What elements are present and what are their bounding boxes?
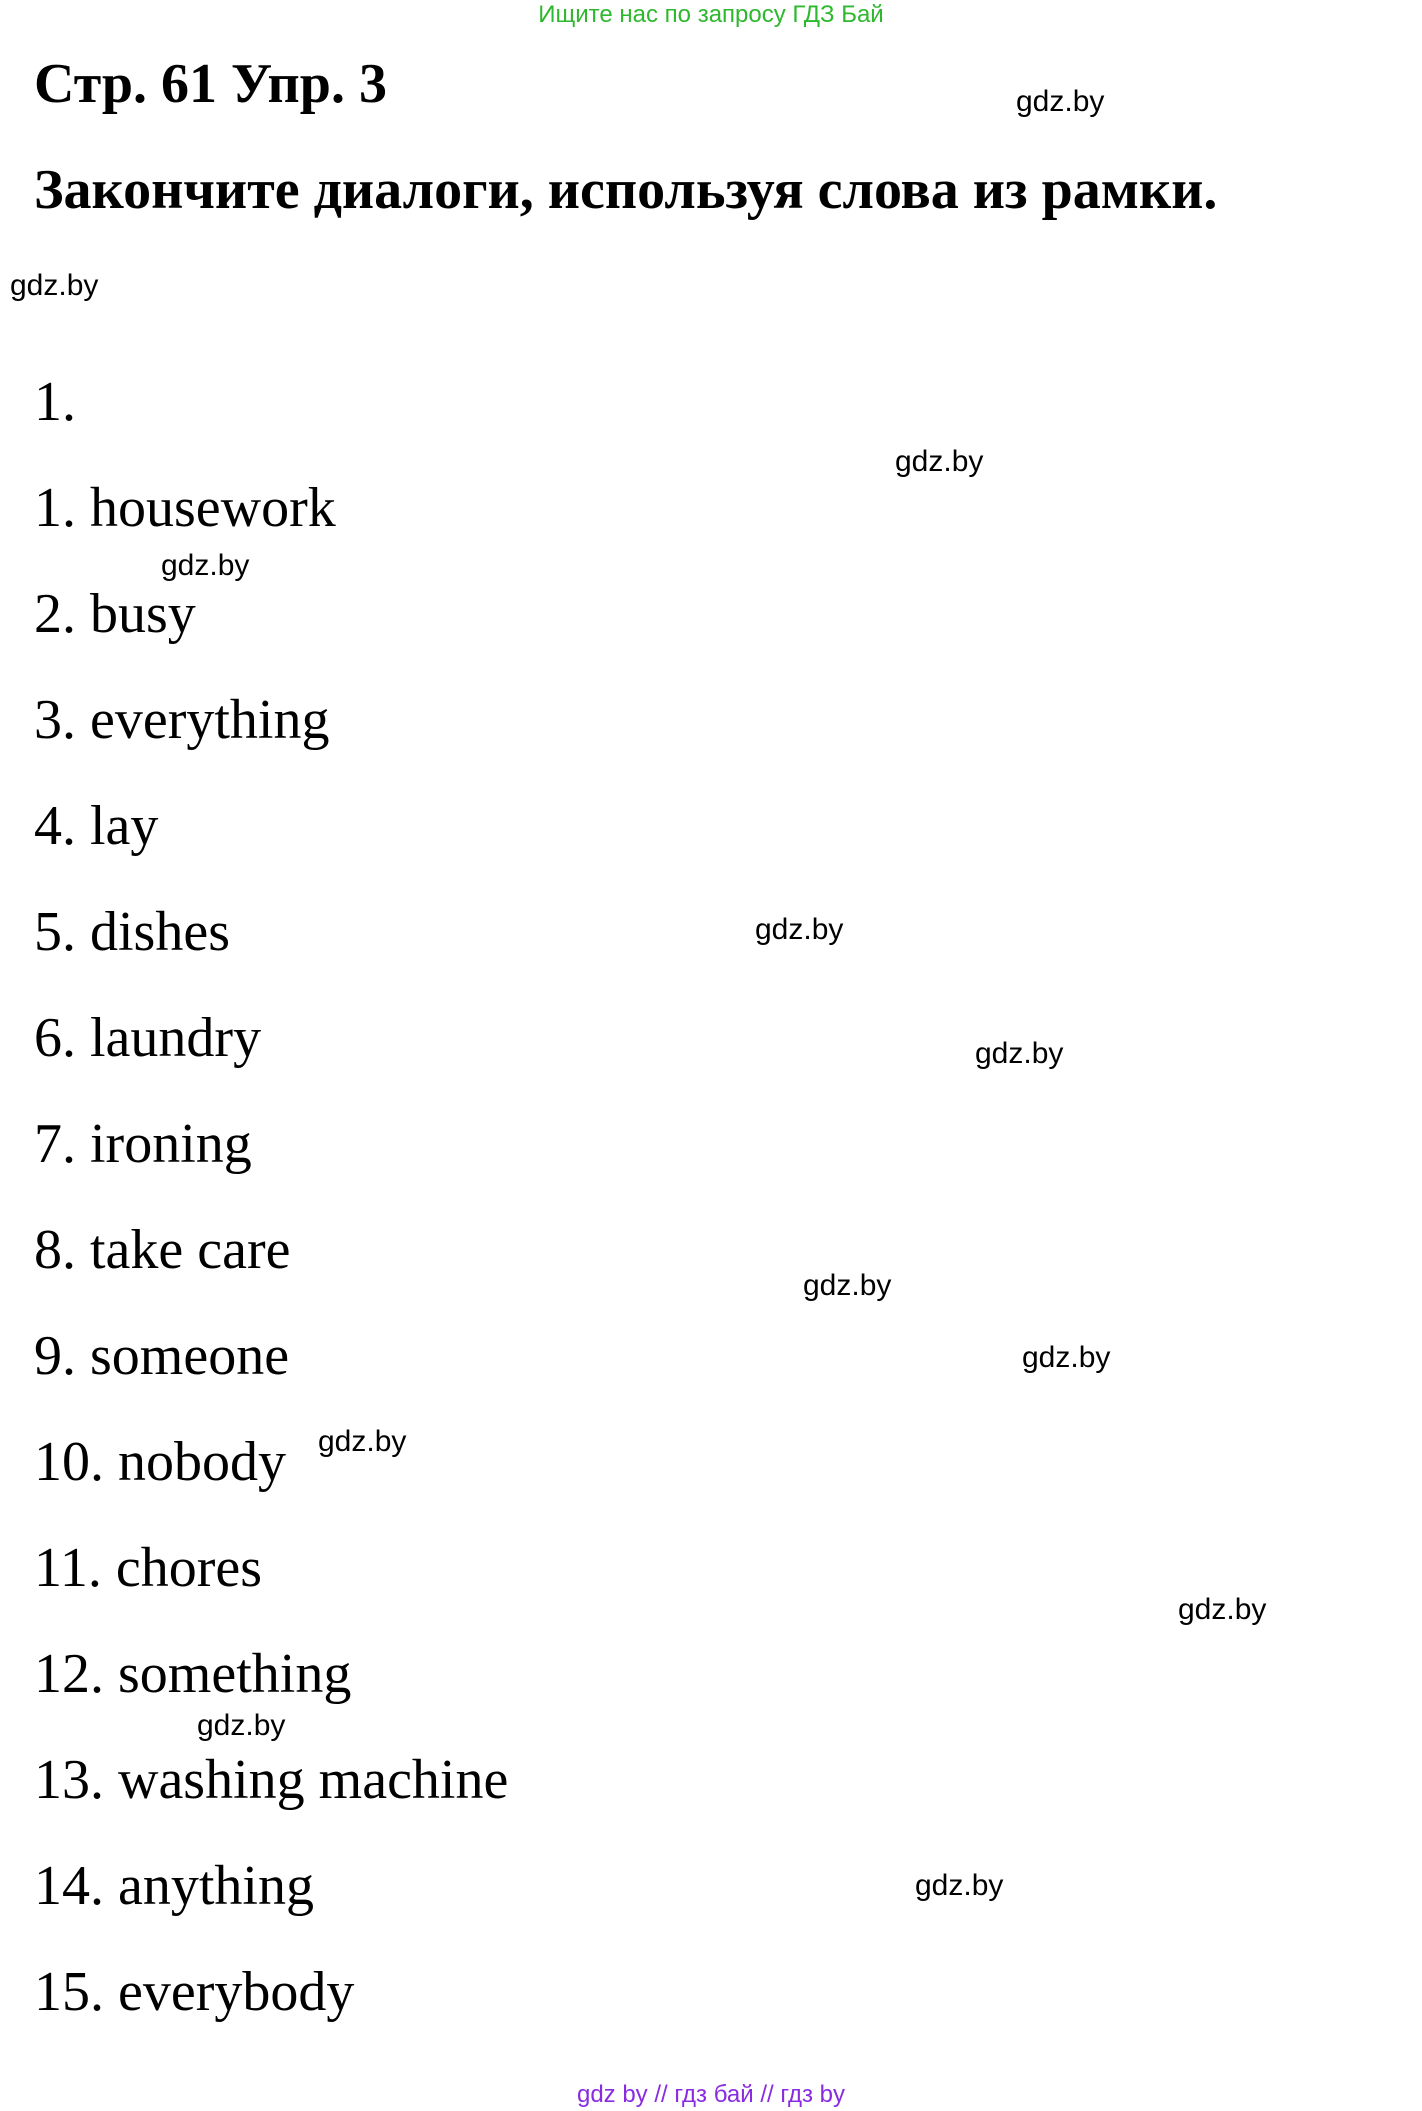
list-item: 7. ironing <box>34 1113 252 1175</box>
list-item: 15. everybody <box>34 1961 355 2023</box>
list-item: 8. take care <box>34 1219 291 1281</box>
watermark: gdz.by <box>10 269 99 302</box>
list-item: 9. someone <box>34 1325 290 1387</box>
watermark: gdz.by <box>895 445 984 478</box>
answer-list <box>34 370 508 2066</box>
watermark: gdz.by <box>1178 1593 1267 1626</box>
list-item: 12. something <box>34 1643 352 1705</box>
watermark: gdz.by <box>318 1425 407 1458</box>
page-title: Стр. 61 Упр. 3 <box>34 53 387 115</box>
list-item: 6. laundry <box>34 1007 262 1069</box>
list-item: 13. washing machine <box>34 1749 509 1811</box>
watermark: gdz.by <box>803 1269 892 1302</box>
list-item: 14. anything <box>34 1855 314 1917</box>
top-banner: Ищите нас по запросу ГДЗ Бай <box>538 1 884 28</box>
list-item: 11. chores <box>34 1537 263 1599</box>
list-item: 2. busy <box>34 583 196 645</box>
list-item: 4. lay <box>34 795 159 857</box>
watermark: gdz.by <box>1022 1341 1111 1374</box>
watermark: gdz.by <box>915 1869 1004 1902</box>
watermark: gdz.by <box>197 1709 286 1742</box>
list-item: 10. nobody <box>34 1431 286 1493</box>
watermark: gdz.by <box>1016 85 1105 118</box>
watermark: gdz.by <box>975 1037 1064 1070</box>
footer-links: gdz by // гдз бай // гдз by <box>576 2081 846 2108</box>
list-heading: 1. <box>34 371 76 433</box>
list-item: 1. housework <box>34 477 336 539</box>
list-item: 5. dishes <box>34 901 230 963</box>
watermark: gdz.by <box>161 549 250 582</box>
watermark: gdz.by <box>755 913 844 946</box>
list-item: 3. everything <box>34 689 330 751</box>
exercise-instruction: Закончите диалоги, используя слова из рамки. <box>34 159 1218 221</box>
